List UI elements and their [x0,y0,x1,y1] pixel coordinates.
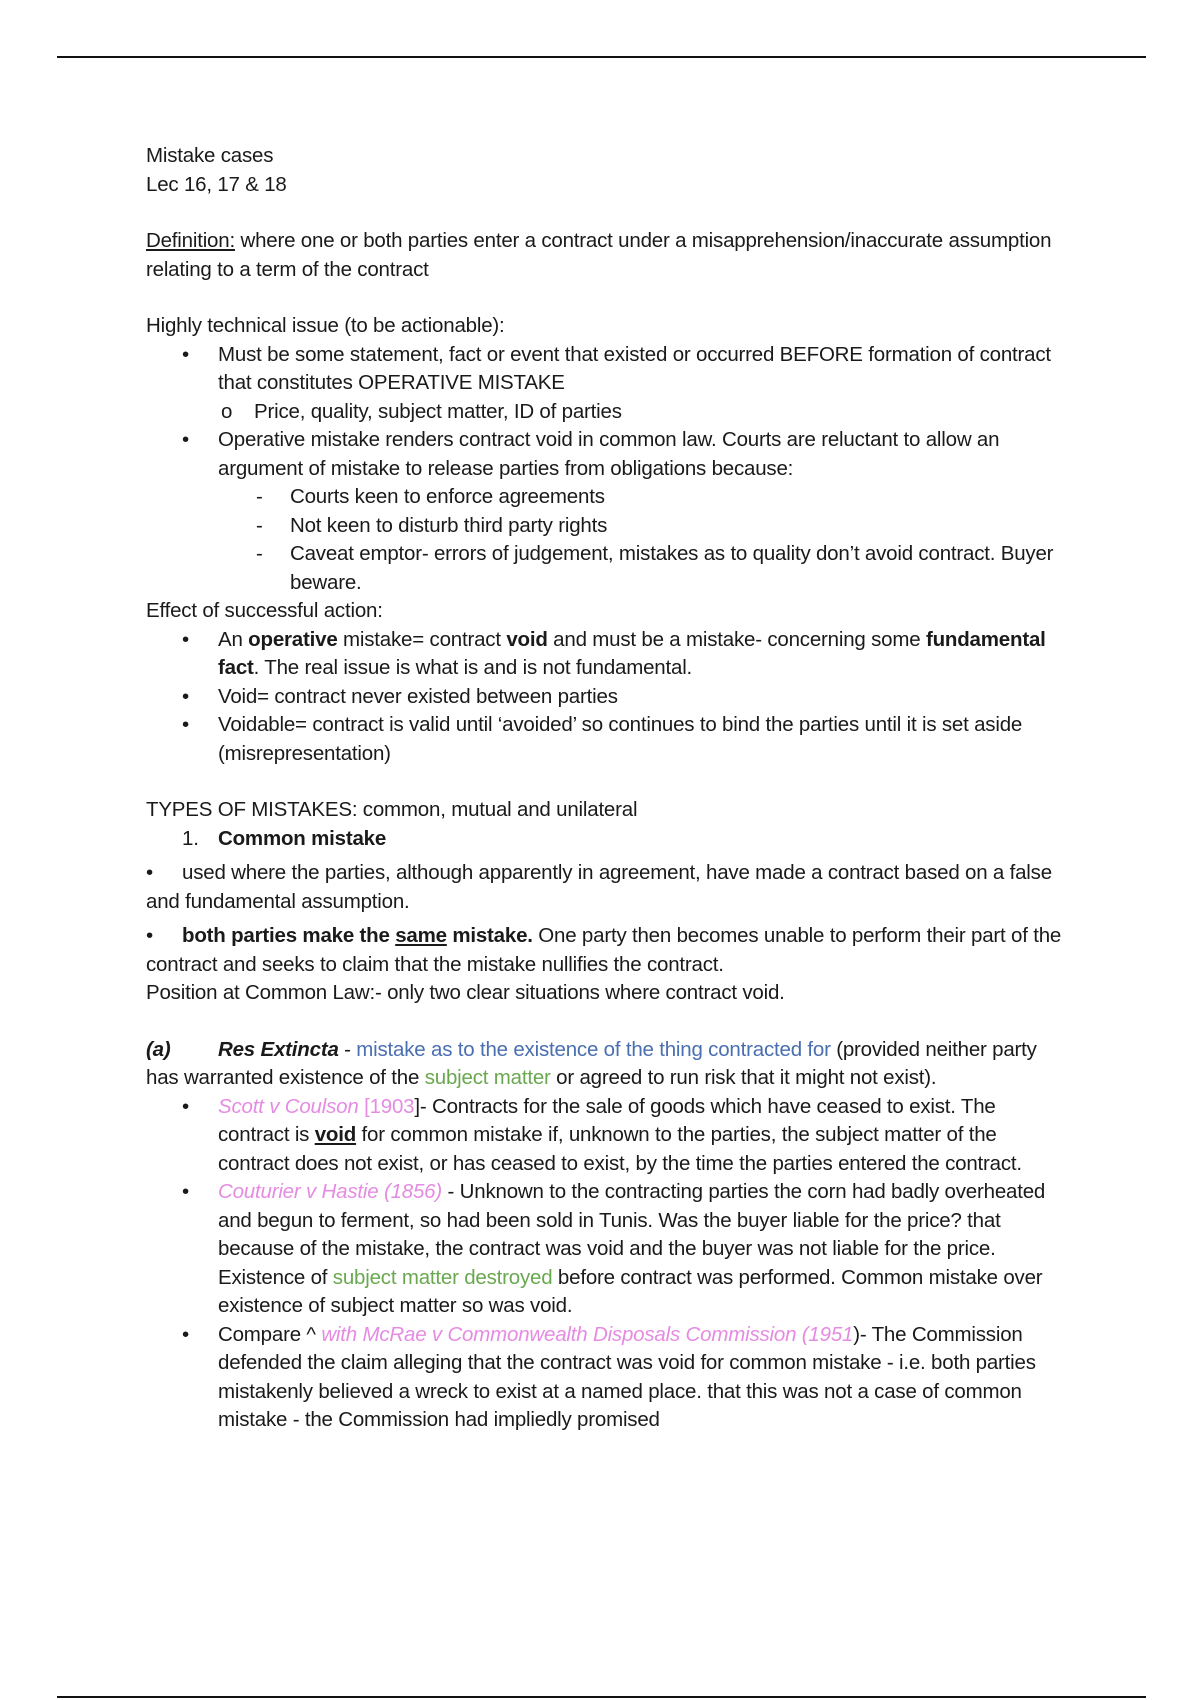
types-heading: TYPES OF MISTAKES: common, mutual and unilateral [146,798,638,821]
bullet-icon: • [182,1180,189,1203]
list-item: - Not keen to disturb third party rights [146,512,1066,541]
effect-heading: Effect of successful action: [146,599,383,622]
bullet-icon: • [182,627,189,651]
case-scott-v-coulson: • Scott v Coulson [1903]- Contracts for the sale of goods which have ceased to exist. The contract is void for common mistake if, unknown to the parties, the subject matter of the contract does not exist, or has ceased to exist, by the time the parties entered the contract. [182,1094,1022,1175]
definition-paragraph [146,227,1066,284]
cases-list [146,1093,1066,1435]
technical-list [146,341,1066,598]
definition-text: where one or both parties enter a contract under a misapprehension/inaccurate assumption relating to a term of the contract [146,229,1052,281]
dash-icon: - [256,485,263,508]
list-item: • An operative mistake= contract void and must be a mistake- concerning some fundamental fact. The real issue is what is and is not fundamental. [182,627,1046,679]
bullet-icon: • [146,924,153,947]
bullet-icon: • [182,342,189,366]
list-item: - Caveat emptor- errors of judgement, mistakes as to quality don’t avoid contract. Buyer beware. [256,542,1054,594]
hollow-bullet-icon: o [221,399,233,423]
bullet-icon: • [146,861,153,884]
list-item: o Price, quality, subject matter, ID of parties [146,398,1066,427]
common-mistake-p1: • used where the parties, although apparently in agreement, have made a contract based on a false and fundamental assumption. [146,861,1052,913]
bullet-icon: • [182,684,189,708]
doc-subtitle: Lec 16, 17 & 18 [146,172,287,196]
list-number: 1. [182,826,199,850]
bullet-icon: • [182,428,189,451]
list-item: • Voidable= contract is valid until ‘avoided’ so continues to bind the parties until it is set aside (misrepresentation) [182,713,1023,765]
res-extincta-paragraph: (a) Res Extincta - mistake as to the existence of the thing contracted for (provided neither party has warranted existence of the subject matter or agreed to run risk that it might not exist). [146,1037,1037,1089]
bottom-rule [57,1696,1146,1698]
list-item: • Must be some statement, fact or event that existed or occurred BEFORE formation of contract that constitutes OPERATIVE MISTAKE [182,342,1051,394]
case-couturier-v-hastie: • Couturier v Hastie (1856) - Unknown to the contracting parties the corn had badly overheated and begun to ferment, so had been sold in Tunis. Was the buyer liable for the price? that because of the mistake, the contract was void and the buyer was not liable for the price. Existence of subject matter destroyed before contract was performed. Common mistake over existence of subject matter so was void. [182,1180,1046,1317]
bullet-icon: • [182,713,189,736]
list-item: • Void= contract never existed between parties [146,683,1066,712]
dash-icon: - [256,513,263,537]
document-body [146,142,1066,1435]
top-rule [57,56,1146,58]
definition-label: Definition: [146,229,235,252]
common-mistake-heading: 1. Common mistake [146,825,1066,854]
case-mcrae: • Compare ^ with McRae v Commonwealth Disposals Commission (1951)- The Commission defended the claim alleging that the contract was void for common mistake - i.e. both parties mistakenly believed a wreck to exist at a named place. that this was not a case of common mistake - the Commission had impliedly promised [182,1322,1036,1431]
technical-heading: Highly technical issue (to be actionable): [146,314,505,337]
bullet-icon: • [182,1322,189,1346]
common-mistake-p2: • both parties make the same mistake. One party then becomes unable to perform their part of the contract and seeks to claim that the mistake nullifies the contract. [146,924,1062,976]
list-item: - Courts keen to enforce agreements [146,483,1066,512]
dash-icon: - [256,542,263,565]
position-text: Position at Common Law:- only two clear situations where contract void. [146,981,785,1004]
effect-list [146,626,1066,769]
list-item: • Operative mistake renders contract void in common law. Courts are reluctant to allow an argument of mistake to release parties from obligations because: [182,428,1000,480]
bullet-icon: • [182,1094,189,1118]
doc-title: Mistake cases [146,144,274,167]
